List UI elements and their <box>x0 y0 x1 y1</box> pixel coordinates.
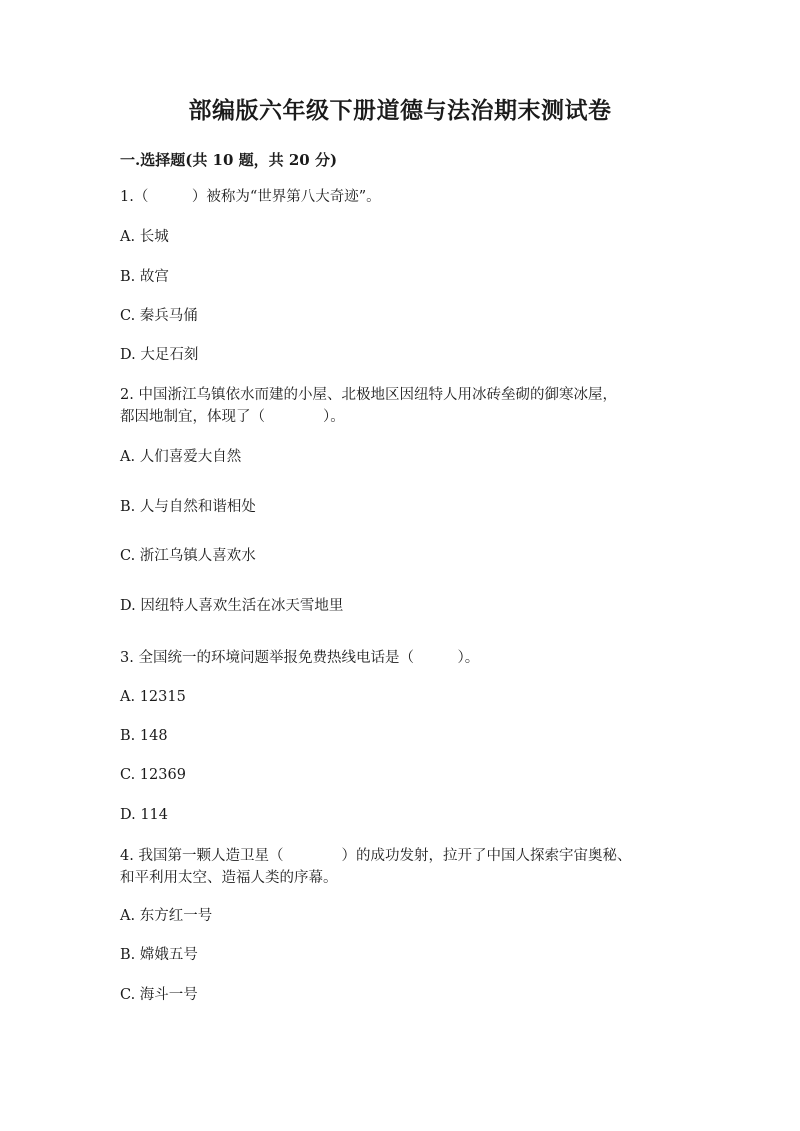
question-4-option-c[interactable]: C. 海斗一号 <box>120 987 198 1003</box>
question-1-option-c[interactable]: C. 秦兵马俑 <box>120 308 198 324</box>
page-title: 部编版六年级下册道德与法治期末测试卷 <box>188 97 612 124</box>
question-3-option-b[interactable]: B. 148 <box>120 728 168 744</box>
question-2-option-b[interactable]: B. 人与自然和谐相处 <box>120 499 256 515</box>
question-1-option-a[interactable]: A. 长城 <box>120 229 169 245</box>
question-1-stem: 1.（ ）被称为“世界第八大奇迹”。 <box>120 189 381 205</box>
section-heading: 一.选择题(共 10 题，共 20 分) <box>120 151 338 169</box>
question-2-stem-line-2: 都因地制宜，体现了（ ）。 <box>120 409 345 425</box>
question-4-option-b[interactable]: B. 嫦娥五号 <box>120 947 198 963</box>
question-3-stem: 3. 全国统一的环境问题举报免费热线电话是（ ）。 <box>120 650 480 666</box>
question-3-option-d[interactable]: D. 114 <box>120 807 169 823</box>
question-2-option-d[interactable]: D. 因纽特人喜欢生活在冰天雪地里 <box>120 598 344 614</box>
question-2-option-a[interactable]: A. 人们喜爱大自然 <box>120 449 242 465</box>
question-4-option-a[interactable]: A. 东方红一号 <box>120 908 213 924</box>
question-1-option-b[interactable]: B. 故宫 <box>120 269 169 285</box>
question-4-stem-line-1: 4. 我国第一颗人造卫星（ ）的成功发射，拉开了中国人探索宇宙奥秘、 <box>120 848 632 864</box>
question-3-option-c[interactable]: C. 12369 <box>120 767 186 783</box>
question-2-stem-line-1: 2. 中国浙江乌镇依水而建的小屋、北极地区因纽特人用冰砖垒砌的御寒冰屋， <box>120 387 617 403</box>
question-1-option-d[interactable]: D. 大足石刻 <box>120 347 199 363</box>
question-4-stem-line-2: 和平利用太空、造福人类的序幕。 <box>120 870 338 886</box>
question-3-option-a[interactable]: A. 12315 <box>120 689 186 705</box>
question-2-option-c[interactable]: C. 浙江乌镇人喜欢水 <box>120 548 256 564</box>
